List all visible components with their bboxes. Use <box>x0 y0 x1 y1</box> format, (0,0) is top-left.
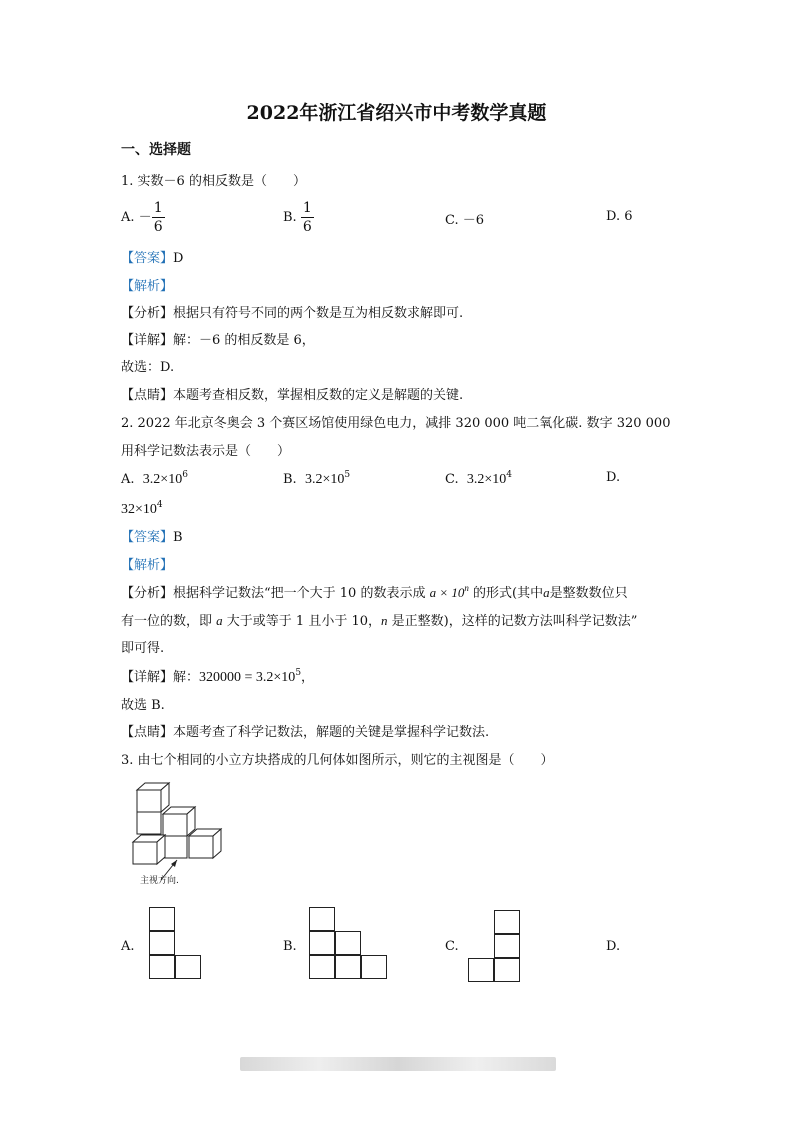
footer-watermark <box>240 1057 556 1071</box>
q1-answer: 【答案】D <box>121 251 184 266</box>
q3-option-b-label: B. <box>283 939 297 954</box>
q1-option-d: D. 6 <box>606 209 633 224</box>
q3-option-d-label: D. <box>606 939 621 954</box>
q2-option-a: A. $3.2\times 10^6$ <box>121 470 188 487</box>
q3-stem: 3. 由七个相同的小立方块搭成的几何体如图所示，则它的主视图是（ ） <box>121 753 554 768</box>
q3-arrow-label: 主视方向. <box>140 876 179 886</box>
page-title: 2022年浙江省绍兴市中考数学真题 <box>246 102 547 124</box>
q1-guxuan: 故选：D. <box>121 360 175 375</box>
q2-fenxi-line2: 有一位的数，即 a 大于或等于 1 且小于 10，n 是正整数)，这样的记数方法叫科学记数法” <box>121 613 638 629</box>
q1-option-c: C. －6 <box>445 213 485 228</box>
q1-dianjing: 【点睛】本题考查相反数，掌握相反数的定义是解题的关键. <box>121 388 464 403</box>
q2-option-d: $32\times 10^4$ <box>121 500 163 517</box>
section-heading: 一、选择题 <box>121 142 191 158</box>
q1-stem: 1. 实数－6 的相反数是（ ） <box>121 174 306 189</box>
q2-option-c: C. $3.2\times 10^4$ <box>445 470 513 487</box>
q2-fenxi-line3: 即可得. <box>121 641 165 656</box>
q1-xiangjie: 【详解】解：－6 的相反数是 6， <box>121 333 315 348</box>
q2-stem-line1: 2. 2022 年北京冬奥会 3 个赛区场馆使用绿色电力，减排 320 000 吨二氧化碳. 数字 320 000 <box>121 416 671 431</box>
q1-analysis-tag: 【解析】 <box>121 279 174 294</box>
q2-xiangjie: 【详解】解：$320000 = 3.2\times 10^5$， <box>121 668 315 685</box>
q3-option-a-label: A. <box>121 939 135 954</box>
q1-option-a: A. － $\frac{1}{6}$ <box>121 200 163 235</box>
q3-option-c-label: C. <box>445 939 459 954</box>
q2-dianjing: 【点睛】本题考查了科学记数法，解题的关键是掌握科学记数法. <box>121 725 490 740</box>
q1-fenxi: 【分析】根据只有符号不同的两个数是互为相反数求解即可. <box>121 306 464 321</box>
q2-stem-line2: 用科学记数法表示是（ ） <box>121 444 291 459</box>
q2-option-d-label: D. <box>606 470 621 485</box>
q2-answer: 【答案】B <box>121 530 183 545</box>
q1-option-b: B. $\frac{1}{6}$ <box>283 200 312 235</box>
q2-option-b: B. $3.2\times 10^5$ <box>283 470 351 487</box>
q2-guxuan: 故选 B. <box>121 698 165 713</box>
q2-fenxi-line1: 【分析】根据科学记数法“把一个大于 10 的数表示成 $a \times 10^n$ 的形式(其中a是整数数位只 <box>121 583 628 601</box>
q2-analysis-tag: 【解析】 <box>121 558 174 573</box>
